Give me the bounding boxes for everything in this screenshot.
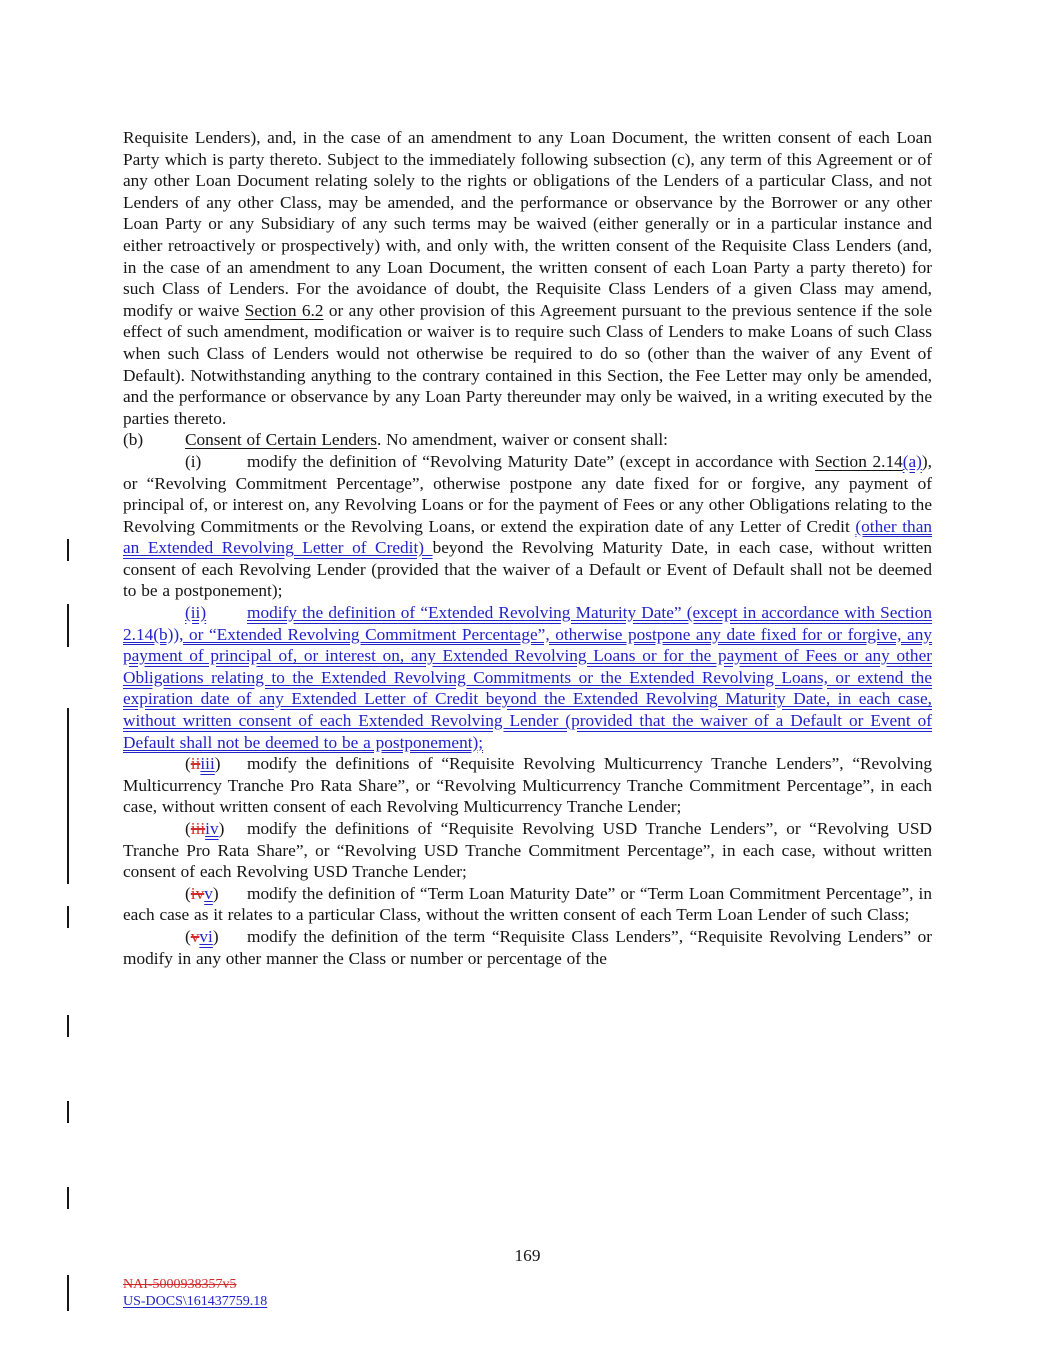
body-text: ( — [185, 926, 191, 946]
list-marker-vi — [185, 926, 247, 948]
body-text: modify the definition of “Revolving Maturity Date” (except in accordance with — [247, 451, 815, 471]
inserted-text: iv — [205, 819, 219, 838]
body-text: Requisite Lenders), and, in the case of an amendment to any Loan Document, the written consent of each Loan Party which is party thereto. Subject to the immediately following subsection (c), any term of this Agreement or of any other Loan Document relating solely to the rights or obligations of the Lenders of a particular Class, and not Lenders of any other Class, may be amended, and the performance or observance by the Borrower or any other Loan Party or any Subsidiary of any such terms may be waived (either generally or in a particular instance and either retroactively or prospectively) with, and only with, the written consent of the Requisite Class Lenders (and, in the case of an amendment to any Loan Document, the written consent of each Loan Party a party thereto) for such Class of Lenders. For the avoidance of doubt, the Requisite Class Lenders of a given Class may amend, modify or waive — [123, 128, 932, 320]
inserted-text: iii — [200, 754, 215, 774]
list-marker-ii — [185, 602, 247, 624]
list-marker-b: (b) — [123, 430, 144, 450]
change-bar — [67, 1101, 69, 1123]
section-2-14-reference: Section 2.14 — [815, 451, 903, 471]
inserted-text: v — [204, 883, 213, 903]
inserted-text: vi — [199, 926, 213, 946]
body-text: beyond the Revolving Maturity Date, in each case, without written consent of each Revolving Lender (provided that the waiver of a Default or Event of Default shall not be deemed to be a postponement); — [123, 538, 932, 601]
paragraph-item-vi — [123, 926, 932, 969]
body-text: modify the definition of “Term Loan Maturity Date” or “Term Loan Commitment Percentage”, in each case as it relates to a particular Class, without the written consent of each Term Loan Lender of such Class; — [123, 883, 932, 925]
paragraph-item-ii-inserted — [123, 602, 932, 753]
deleted-text: iii — [190, 819, 206, 838]
inserted-text: (ii) — [185, 603, 207, 623]
document-body — [123, 127, 932, 969]
body-text: or any other provision of this Agreement pursuant to the previous sentence if the sole effect of such amendment, modification or waiver is to require such Class of Lenders to make Loans of such Class when such Class of Lenders would not otherwise be required to do so (other than the waiver of any Event of Default). Notwithstanding anything to the contrary contained in this Section, the Fee Letter may only be amended, and the performance or observance by any Loan Party thereunder may only be waived, in a writing executed by the parties thereto. — [123, 300, 932, 428]
body-text: ( — [185, 883, 191, 903]
change-bar — [67, 539, 69, 561]
change-bar — [67, 604, 69, 647]
body-text: ) — [212, 883, 219, 903]
inserted-text: (other than an Extended Revolving Letter of Credit) — [123, 516, 932, 558]
paragraph-item-i — [123, 451, 932, 602]
body-text: modify the definition of the term “Requisite Class Lenders”, “Requisite Revolving Lenders” or modify in any other manner the Class or number or percentage of the — [123, 926, 932, 968]
list-marker-iii — [185, 753, 247, 775]
change-bar — [67, 906, 69, 928]
document-id-footer — [123, 1277, 267, 1310]
body-text: ( — [185, 819, 191, 838]
paragraph-item-iv — [123, 818, 932, 883]
deleted-text: v — [190, 926, 200, 946]
body-text: ) — [214, 754, 221, 774]
body-text: ( — [185, 754, 191, 774]
list-marker-v — [185, 883, 247, 905]
list-marker-i: (i) — [185, 451, 202, 471]
change-bar — [67, 708, 69, 884]
body-text: ) — [212, 926, 219, 946]
inserted-text: modify the definition of “Extended Revolving Maturity Date” (except in accordance with Section 2.14(b)), or “Extended Revolving Commitment Percentage”, otherwise postpone any date fixed for or forgive, any payment of principal of, or interest on, any Extended Revolving Loans or for the payment of Fees or any other Obligations relating to the Extended Revolving Commitments or the Extended Revolving Loans, or extend the expiration date of any Extended Letter of Credit beyond the Extended Revolving Maturity Date, in each case, without written consent of each Extended Revolving Lender (provided that the waiver of a Default or Event of Default shall not be deemed to be a postponement); — [123, 603, 932, 752]
deleted-text: ii — [190, 754, 201, 774]
body-text: . No amendment, waiver or consent shall: — [377, 430, 668, 450]
body-text: modify the definitions of “Requisite Revolving USD Tranche Lenders”, or “Revolving USD Tranche Pro Rata Share”, or “Revolving USD Tranche Commitment Percentage”, in each case, without written consent of each Revolving USD Tranche Lender; — [123, 819, 932, 882]
deleted-document-id: NAI-5000938357v5 — [123, 1277, 237, 1292]
list-marker-iv — [185, 818, 247, 840]
clause-heading: Consent of Certain Lenders — [185, 430, 378, 450]
deleted-text: iv — [190, 883, 205, 903]
paragraph-amendment-continuation — [123, 127, 932, 429]
section-6-2-reference: Section 6.2 — [244, 300, 324, 320]
change-bar — [67, 1015, 69, 1037]
change-bar — [67, 1275, 69, 1311]
paragraph-item-iii — [123, 753, 932, 818]
paragraph-item-v — [123, 883, 932, 926]
body-text: ) — [218, 819, 225, 838]
inserted-document-id: US-DOCS\161437759.18 — [123, 1293, 268, 1309]
body-text: ), or “Revolving Commitment Percentage”, otherwise postpone any date fixed for or forgive, any payment of principal of, or interest on, any Revolving Loans or for the payment of Fees or any other Obligations relating to the Revolving Commitments or the Revolving Loans, or extend the expiration date of any Letter of Credit — [123, 451, 932, 536]
paragraph-b-heading — [123, 429, 932, 451]
page-number: 169 — [514, 1246, 541, 1265]
change-bar — [67, 1187, 69, 1209]
inserted-text: (a) — [902, 451, 922, 471]
body-text: modify the definitions of “Requisite Revolving Multicurrency Tranche Lenders”, “Revolving Multicurrency Tranche Pro Rata Share”, or “Revolving Multicurrency Tranche Commitment Percentage”, in each case, without written consent of each Revolving Multicurrency Tranche Lender; — [123, 754, 932, 817]
